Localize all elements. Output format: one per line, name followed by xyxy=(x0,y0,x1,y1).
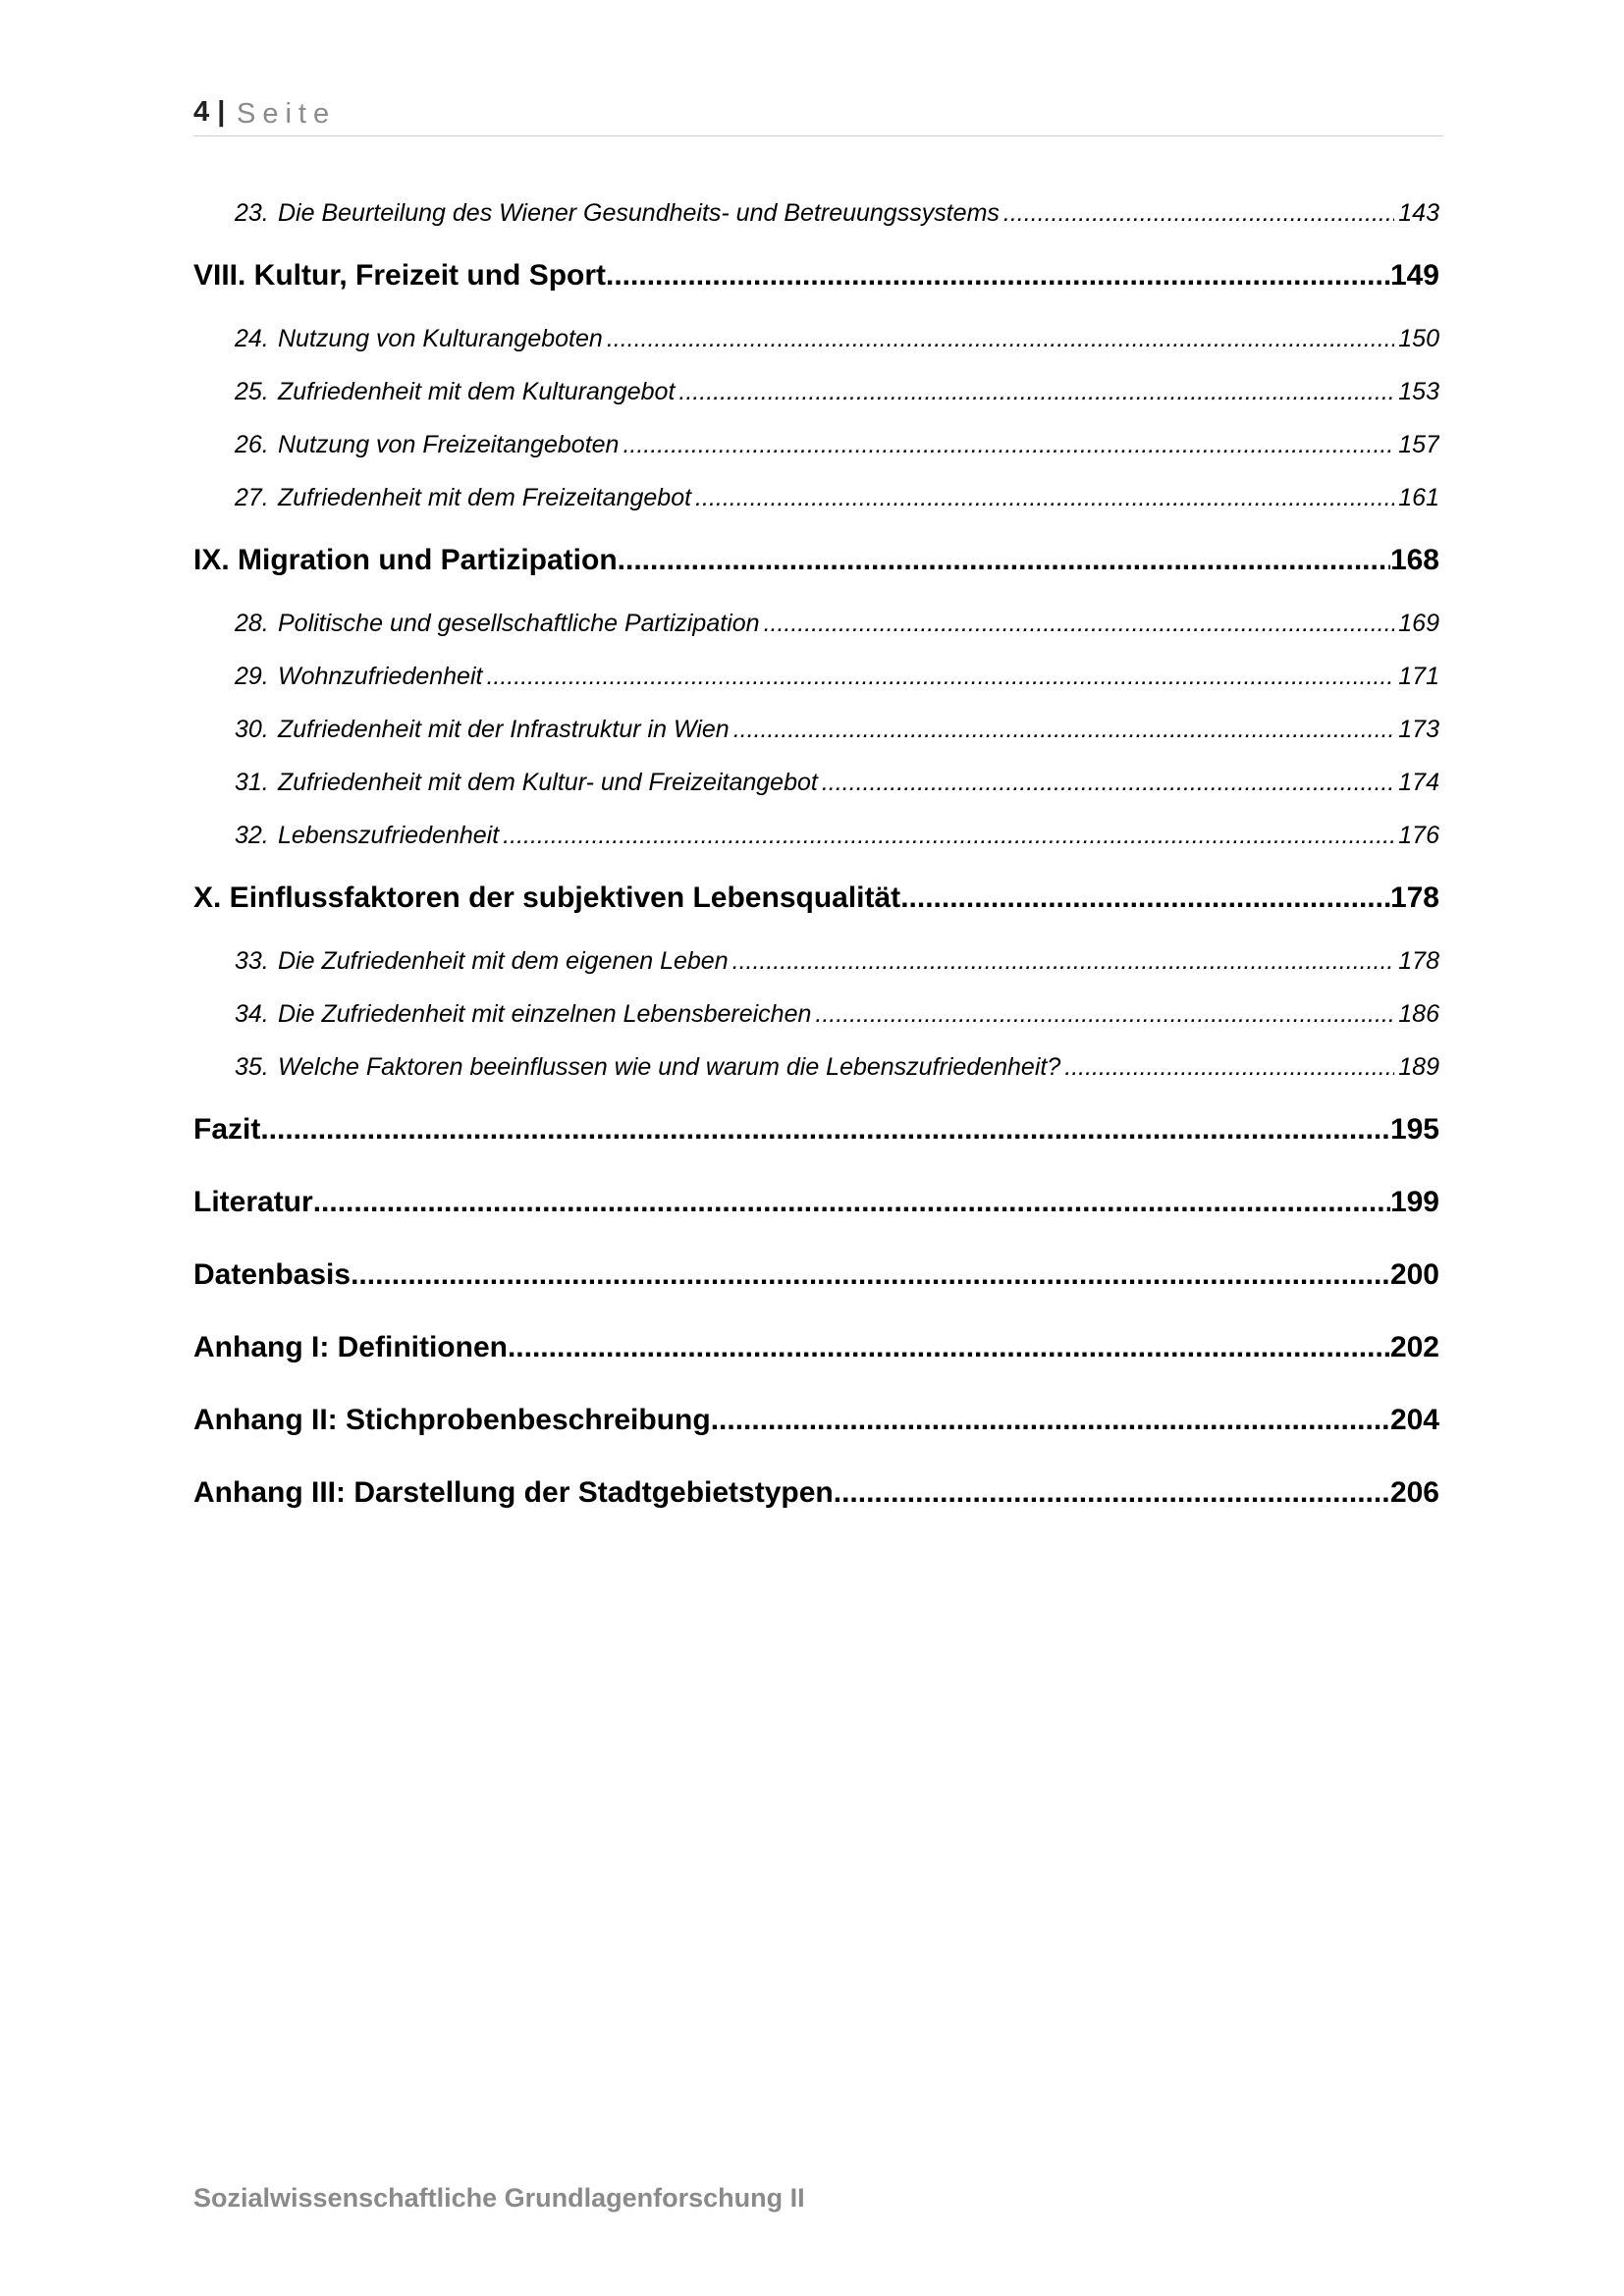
toc-page-number: 199 xyxy=(1389,1186,1439,1218)
toc-dot-leader xyxy=(691,471,1394,524)
toc-entry-title: Zufriedenheit mit der Infrastruktur in Wien xyxy=(278,716,730,743)
toc-page-number: 150 xyxy=(1398,325,1439,352)
toc-entry-title: Wohnzufriedenheit xyxy=(278,663,483,690)
table-of-contents xyxy=(193,187,1439,1529)
toc-subsection-entry[interactable] xyxy=(193,187,1439,240)
toc-subsection-entry[interactable] xyxy=(193,650,1439,703)
toc-entry-number: 32. xyxy=(235,822,269,849)
toc-section-entry[interactable] xyxy=(193,1457,1439,1529)
toc-page-number: 202 xyxy=(1389,1331,1439,1363)
toc-section-entry[interactable] xyxy=(193,524,1439,597)
toc-entry-title: Anhang III: Darstellung der Stadtgebietstypen xyxy=(193,1476,834,1509)
toc-entry-title: Anhang II: Stichprobenbeschreibung xyxy=(193,1404,711,1436)
toc-entry-number-cell xyxy=(193,988,276,1041)
toc-subsection-entry[interactable] xyxy=(193,934,1439,988)
toc-entry-number-cell xyxy=(193,934,276,988)
toc-subsection-entry[interactable] xyxy=(193,988,1439,1041)
toc-subsection-entry[interactable] xyxy=(193,312,1439,365)
toc-subsection-entry[interactable] xyxy=(193,809,1439,862)
toc-entry-number-cell xyxy=(193,1041,276,1094)
toc-entry-title: Nutzung von Freizeitangeboten xyxy=(278,431,620,458)
toc-entry-number: 26. xyxy=(235,431,269,458)
toc-dot-leader xyxy=(499,809,1394,862)
toc-entry-title: IX. Migration und Partizipation xyxy=(193,544,618,576)
toc-entry-title: Die Zufriedenheit mit einzelnen Lebensbereichen xyxy=(278,1000,812,1028)
toc-section-entry[interactable] xyxy=(193,1239,1439,1311)
toc-entry-number: 34. xyxy=(235,1000,269,1028)
toc-section-entry[interactable] xyxy=(193,240,1439,312)
toc-entry-title: VIII. Kultur, Freizeit und Sport xyxy=(193,259,607,292)
toc-dot-leader xyxy=(260,1094,1390,1166)
toc-entry-number-cell xyxy=(193,418,276,471)
toc-section-entry[interactable] xyxy=(193,1094,1439,1166)
toc-entry-title: Fazit xyxy=(193,1113,261,1146)
toc-dot-leader xyxy=(618,524,1390,597)
toc-page-number: 153 xyxy=(1398,378,1439,405)
toc-section-entry[interactable] xyxy=(193,1311,1439,1384)
toc-dot-leader xyxy=(606,240,1390,312)
toc-entry-number-cell xyxy=(193,650,276,703)
toc-subsection-entry[interactable] xyxy=(193,597,1439,650)
toc-entry-title: Lebenszufriedenheit xyxy=(278,822,500,849)
toc-dot-leader xyxy=(675,365,1394,418)
toc-page-number: 173 xyxy=(1398,716,1439,743)
toc-page-number: 157 xyxy=(1398,431,1439,458)
toc-entry-number-cell xyxy=(193,703,276,756)
toc-entry-title: Die Zufriedenheit mit dem eigenen Leben xyxy=(278,947,729,975)
toc-entry-number-cell xyxy=(193,597,276,650)
toc-subsection-entry[interactable] xyxy=(193,1041,1439,1094)
toc-section-entry[interactable] xyxy=(193,1166,1439,1239)
toc-entry-title: Nutzung von Kulturangeboten xyxy=(278,325,603,352)
toc-section-entry[interactable] xyxy=(193,1384,1439,1457)
toc-dot-leader xyxy=(760,597,1395,650)
toc-subsection-entry[interactable] xyxy=(193,703,1439,756)
toc-dot-leader xyxy=(508,1311,1390,1384)
toc-entry-number-cell xyxy=(193,809,276,862)
toc-dot-leader xyxy=(313,1166,1390,1239)
toc-entry-number-cell xyxy=(193,365,276,418)
toc-page-number: 149 xyxy=(1389,259,1439,292)
footer-text: Sozialwissenschaftliche Grundlagenforschung II xyxy=(193,2183,805,2213)
toc-dot-leader xyxy=(619,418,1394,471)
toc-entry-number: 25. xyxy=(235,378,269,405)
toc-dot-leader xyxy=(811,988,1394,1041)
toc-page-number: 204 xyxy=(1389,1404,1439,1436)
toc-entry-title: Politische und gesellschaftliche Partizipation xyxy=(278,610,760,637)
toc-page-number: 176 xyxy=(1398,822,1439,849)
toc-subsection-entry[interactable] xyxy=(193,756,1439,809)
toc-dot-leader xyxy=(603,312,1394,365)
toc-page-number: 174 xyxy=(1398,769,1439,796)
toc-dot-leader xyxy=(900,862,1390,934)
toc-page-number: 200 xyxy=(1389,1258,1439,1291)
toc-entry-number: 27. xyxy=(235,484,269,511)
toc-entry-number: 33. xyxy=(235,947,269,975)
toc-dot-leader xyxy=(729,934,1395,988)
toc-dot-leader xyxy=(351,1239,1390,1311)
toc-dot-leader xyxy=(711,1384,1390,1457)
toc-page-number: 178 xyxy=(1398,947,1439,975)
toc-page-number: 195 xyxy=(1389,1113,1439,1146)
toc-page-number: 178 xyxy=(1389,881,1439,914)
toc-entry-number: 30. xyxy=(235,716,269,743)
toc-entry-number: 31. xyxy=(235,769,269,796)
toc-entry-number: 24. xyxy=(235,325,269,352)
toc-entry-title: Anhang I: Definitionen xyxy=(193,1331,508,1363)
toc-page-number: 161 xyxy=(1398,484,1439,511)
toc-entry-number-cell xyxy=(193,312,276,365)
page-header xyxy=(193,96,1443,136)
toc-entry-number: 29. xyxy=(235,663,269,690)
toc-subsection-entry[interactable] xyxy=(193,418,1439,471)
toc-subsection-entry[interactable] xyxy=(193,365,1439,418)
toc-dot-leader xyxy=(730,703,1395,756)
toc-entry-title: Welche Faktoren beeinflussen wie und warum die Lebenszufriedenheit? xyxy=(278,1053,1061,1081)
toc-dot-leader xyxy=(818,756,1394,809)
toc-entry-title: Zufriedenheit mit dem Kultur- und Freizeitangebot xyxy=(278,769,818,796)
toc-entry-number: 23. xyxy=(235,199,269,227)
toc-page-number: 206 xyxy=(1389,1476,1439,1509)
toc-page-number: 189 xyxy=(1398,1053,1439,1081)
toc-entry-number-cell xyxy=(193,756,276,809)
toc-entry-number: 35. xyxy=(235,1053,269,1081)
toc-page-number: 169 xyxy=(1398,610,1439,637)
toc-entry-title: Zufriedenheit mit dem Kulturangebot xyxy=(278,378,676,405)
toc-section-entry[interactable] xyxy=(193,862,1439,934)
toc-entry-title: Die Beurteilung des Wiener Gesundheits- und Betreuungssystems xyxy=(278,199,1000,227)
toc-entry-title: Datenbasis xyxy=(193,1258,352,1291)
toc-dot-leader xyxy=(834,1457,1390,1529)
toc-subsection-entry[interactable] xyxy=(193,471,1439,524)
toc-entry-title: Literatur xyxy=(193,1186,313,1218)
toc-page-number: 186 xyxy=(1398,1000,1439,1028)
toc-page-number: 171 xyxy=(1398,663,1439,690)
toc-entry-title: Zufriedenheit mit dem Freizeitangebot xyxy=(278,484,692,511)
page-label: Seite xyxy=(237,98,337,130)
toc-entry-number-cell xyxy=(193,471,276,524)
toc-page-number: 168 xyxy=(1389,544,1439,576)
toc-entry-title: X. Einflussfaktoren der subjektiven Lebensqualität xyxy=(193,881,901,914)
toc-entry-number: 28. xyxy=(235,610,269,637)
toc-page-number: 143 xyxy=(1398,199,1439,227)
toc-dot-leader xyxy=(1060,1041,1394,1094)
toc-dot-leader xyxy=(482,650,1394,703)
page-number: 4 | xyxy=(193,96,226,128)
toc-dot-leader xyxy=(1000,187,1394,240)
toc-entry-number-cell xyxy=(193,187,276,240)
